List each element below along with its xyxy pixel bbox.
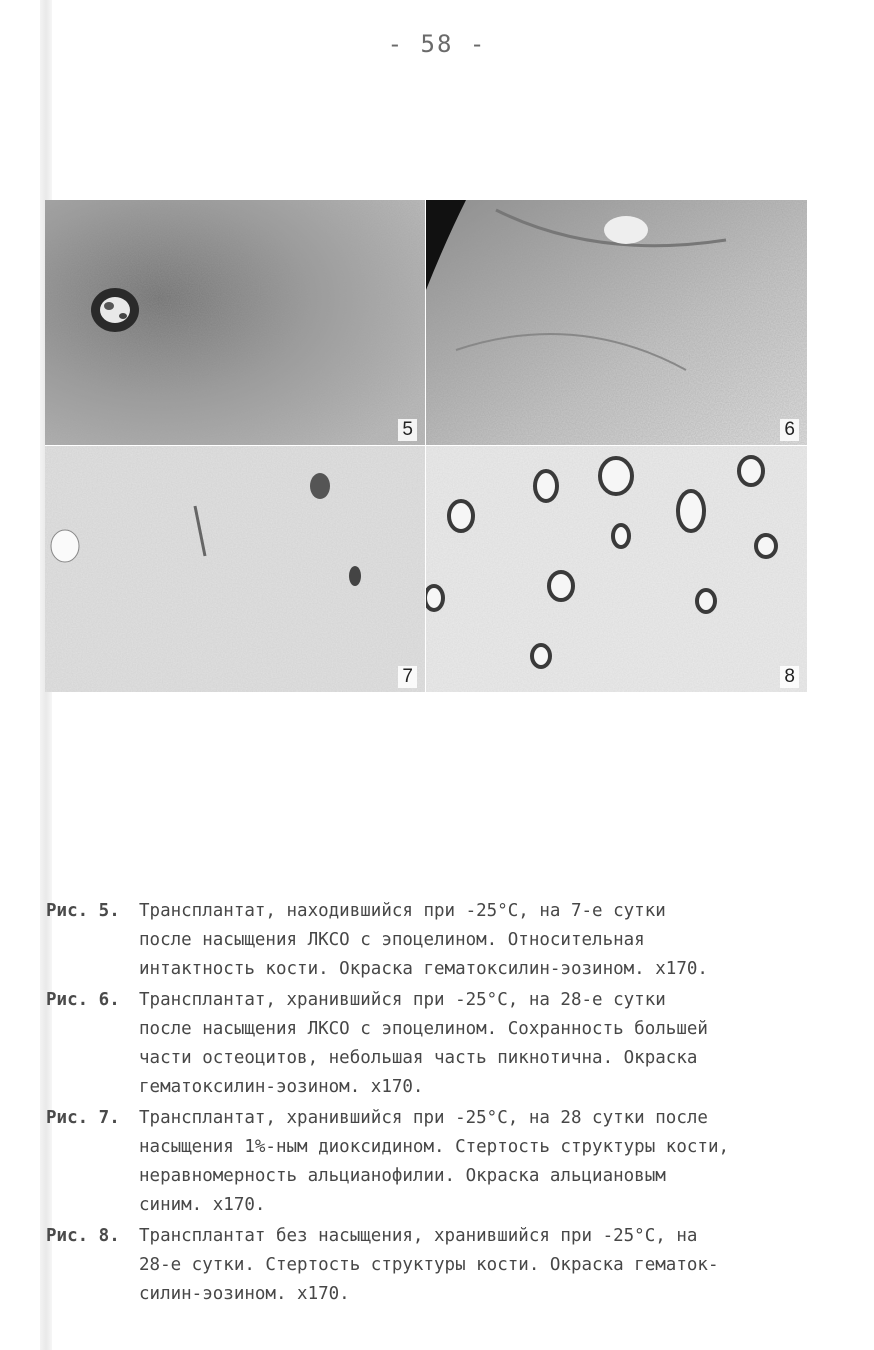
caption-line: интактность кости. Окраска гематоксилин-эозином. х170. (139, 959, 708, 979)
micrograph-plate (45, 200, 807, 692)
caption-text (139, 986, 826, 1102)
micrograph-8 (426, 446, 807, 692)
caption-label: Рис. 7. (46, 1108, 120, 1128)
caption-label: Рис. 6. (46, 990, 120, 1010)
figure-6-label: 6 (780, 419, 799, 441)
figure-8-label: 8 (780, 666, 799, 688)
caption-line: Трансплантат, хранившийся при -25°С, на 28-е сутки (139, 990, 666, 1010)
caption-line: насыщения 1%-ным диоксидином. Стертость структуры кости, (139, 1137, 730, 1157)
caption-line: силин-эозином. х170. (139, 1284, 350, 1304)
micrograph-7-image (45, 446, 425, 692)
caption-line: Трансплантат, хранившийся при -25°С, на 28 сутки после (139, 1108, 708, 1128)
caption-text (139, 897, 826, 984)
caption-fig-6 (46, 986, 826, 1102)
caption-line: Трансплантат без насыщения, хранившийся при -25°С, на (139, 1226, 698, 1246)
figure-7-label: 7 (398, 666, 417, 688)
caption-text (139, 1104, 826, 1220)
micrograph-8-image (426, 446, 807, 692)
caption-fig-8 (46, 1222, 826, 1309)
caption-line: гематоксилин-эозином. х170. (139, 1077, 424, 1097)
figure-captions (46, 897, 826, 1311)
micrograph-6 (426, 200, 807, 445)
micrograph-5 (45, 200, 425, 445)
caption-line: после насыщения ЛКСО с эпоцелином. Относительная (139, 930, 645, 950)
caption-fig-7 (46, 1104, 826, 1220)
caption-line: синим. х170. (139, 1195, 266, 1215)
caption-line: неравномерность альцианофилии. Окраска альциановым (139, 1166, 666, 1186)
micrograph-6-image (426, 200, 807, 445)
micrograph-7 (45, 446, 425, 692)
caption-label: Рис. 8. (46, 1226, 120, 1246)
caption-line: 28-е сутки. Стертость структуры кости. Окраска гематок- (139, 1255, 719, 1275)
caption-line: после насыщения ЛКСО с эпоцелином. Сохранность большей (139, 1019, 708, 1039)
caption-label: Рис. 5. (46, 901, 120, 921)
caption-fig-5 (46, 897, 826, 984)
caption-line: Трансплантат, находившийся при -25°С, на 7-е сутки (139, 901, 666, 921)
figure-5-label: 5 (398, 419, 417, 441)
caption-text (139, 1222, 826, 1309)
page-number: - 58 - (387, 30, 487, 58)
caption-line: части остеоцитов, небольшая часть пикнотична. Окраска (139, 1048, 698, 1068)
micrograph-5-image (45, 200, 425, 445)
